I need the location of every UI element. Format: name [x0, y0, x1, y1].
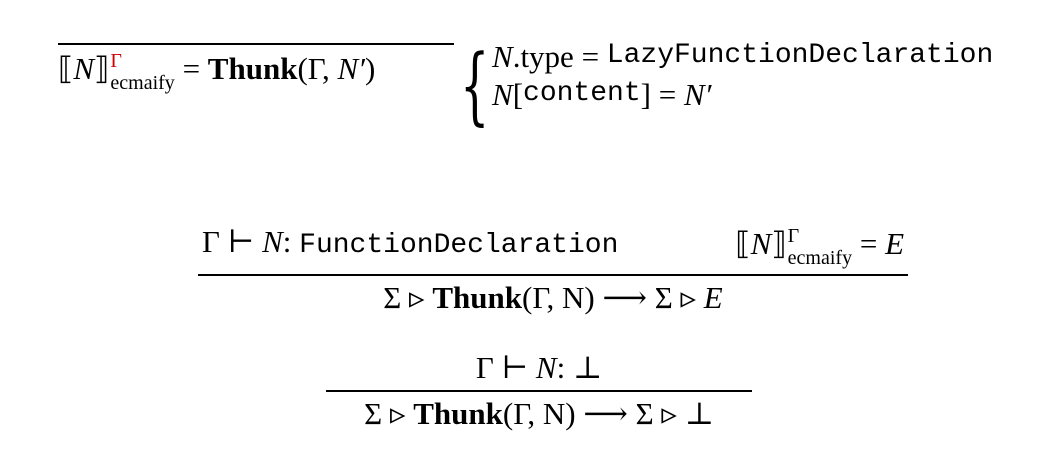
side-condition-type [492, 37, 993, 75]
cond-lhs: N [492, 38, 513, 74]
thunk-args: (Γ, N) [502, 395, 576, 431]
rule-bottom [326, 352, 752, 430]
rule-force-thunk [198, 226, 908, 314]
store-sigma: Σ [635, 395, 654, 431]
result-e: E [703, 279, 723, 315]
semantic-bracket-open: ⟦ [735, 226, 751, 263]
store-sigma: Σ [364, 395, 383, 431]
colon: : [282, 224, 292, 259]
cond-lhs: N [492, 76, 513, 112]
args-open: (Γ, [297, 50, 338, 86]
cond-key: content [523, 78, 641, 109]
semantic-bracket-close: ⟧ [771, 226, 787, 263]
colon: : [556, 350, 566, 385]
context-gamma: Γ [202, 224, 220, 259]
subscript-ecmaify: ecmaify [110, 71, 175, 94]
premises [198, 226, 908, 274]
arg-n-prime: N′ [337, 50, 365, 86]
superscript-gamma: Γ [787, 225, 800, 247]
equals: = [182, 50, 201, 86]
thunk-args: (Γ, N) [522, 279, 595, 315]
rule-ecmaify-lazy [58, 35, 994, 134]
semantic-bracket-open: ⟦ [58, 50, 74, 87]
left-brace: { [460, 36, 490, 134]
term-n: N [535, 350, 557, 385]
term-n: N [262, 224, 283, 259]
turnstile: ⊢ [501, 350, 529, 386]
cond-eq: = [581, 38, 600, 74]
bottom-type: ⊥ [572, 350, 603, 386]
store-sigma: Σ [654, 279, 673, 315]
step-arrow: ⟶ [583, 395, 628, 432]
context-gamma: Γ [475, 350, 494, 385]
premise [326, 352, 752, 390]
superscript-gamma: Γ [110, 49, 122, 72]
premise-typing [202, 226, 618, 268]
triangle: ▹ [680, 279, 697, 316]
step-arrow: ⟶ [602, 279, 647, 316]
premise-ecmaify [735, 226, 904, 268]
bottom-result: ⊥ [684, 395, 714, 432]
conclusion [198, 276, 908, 314]
result-e: E [885, 226, 904, 262]
store-sigma: Σ [383, 279, 402, 315]
type-function-declaration: FunctionDeclaration [299, 230, 619, 261]
args-close: ) [364, 50, 376, 86]
cond-close: ] [640, 76, 651, 112]
term-n: N [750, 226, 772, 262]
side-condition-content [492, 75, 993, 113]
triangle: ▹ [409, 279, 425, 316]
turnstile: ⊢ [227, 224, 255, 260]
triangle: ▹ [661, 395, 677, 432]
cond-field: .type [512, 38, 574, 74]
thunk-keyword: Thunk [207, 50, 298, 86]
cond-eq: = [658, 76, 677, 112]
cond-open: [ [512, 76, 524, 112]
triangle: ▹ [389, 395, 406, 432]
term-n: N [73, 50, 95, 86]
thunk-keyword: Thunk [432, 279, 522, 315]
thunk-keyword: Thunk [413, 395, 503, 431]
cond-rhs: N′ [683, 76, 712, 112]
side-conditions [492, 37, 993, 113]
conclusion [326, 392, 752, 430]
subscript-ecmaify: ecmaify [787, 247, 853, 269]
cond-rhs: LazyFunctionDeclaration [606, 40, 994, 71]
equals: = [859, 226, 878, 262]
conclusion [58, 45, 454, 93]
semantic-bracket-close: ⟧ [94, 50, 110, 87]
